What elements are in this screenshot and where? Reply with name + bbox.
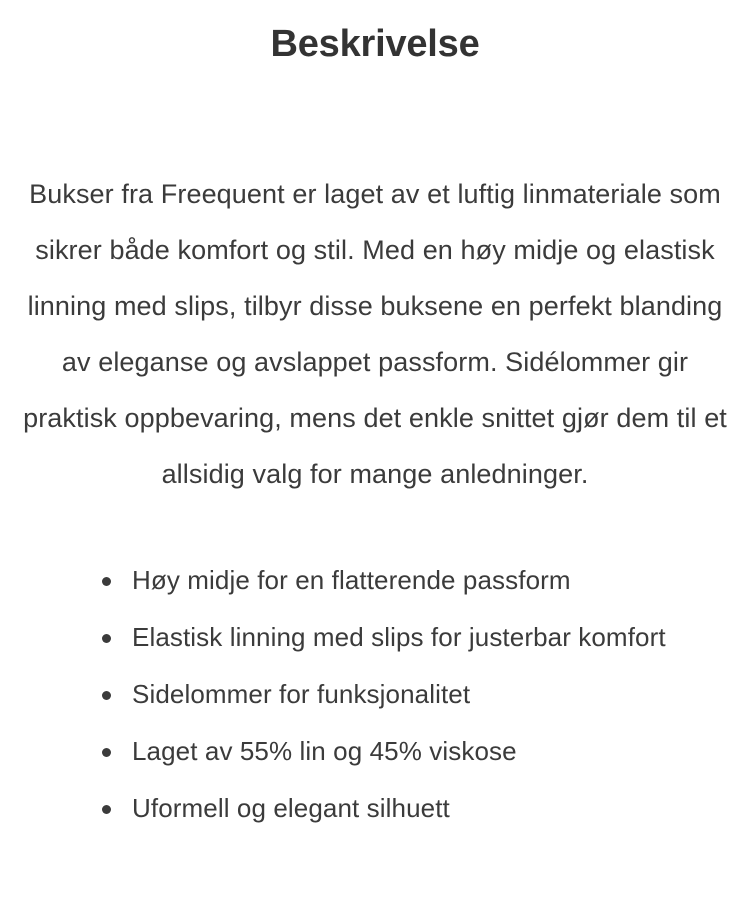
bullet-icon [102,609,132,666]
list-item-label: Laget av 55% lin og 45% viskose [132,736,517,766]
bullet-icon [102,552,132,609]
list-item-label: Sidelommer for funksjonalitet [132,679,471,709]
list-item [0,609,750,666]
bullet-icon [102,723,132,780]
bullet-icon [102,780,132,837]
list-item-label: Elastisk linning med slips for justerbar komfort [132,622,666,652]
bullet-icon [102,666,132,723]
list-item [0,552,750,609]
description-paragraph: Bukser fra Freequent er laget av et luftig linmateriale som sikrer både komfort og stil. Med en høy midje og elastisk linning med slips, tilbyr disse buksene en perfekt blanding av eleganse og avslappet passform. Sidélommer gir praktisk oppbevaring, mens det enkle snittet gjør dem til et allsidig valg for mange anledninger. [23,179,727,489]
description-body [18,166,732,502]
list-item-label: Uformell og elegant silhuett [132,793,450,823]
feature-list [0,552,750,837]
list-item [0,780,750,837]
list-item [0,666,750,723]
page-title: Beskrivelse [270,23,480,65]
list-item [0,723,750,780]
list-item-label: Høy midje for en flatterende passform [132,565,571,595]
